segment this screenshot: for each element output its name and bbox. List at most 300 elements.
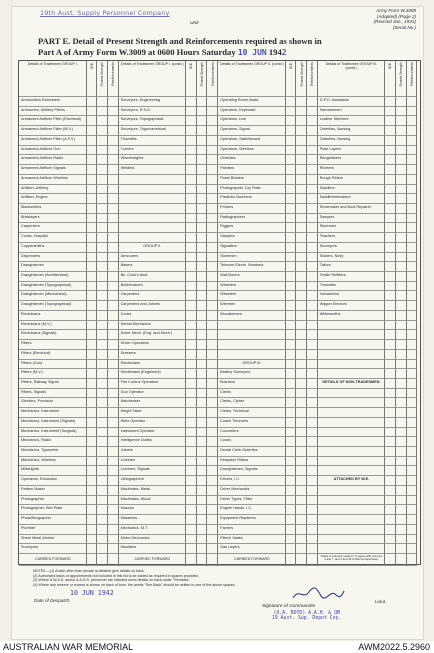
table-cell-number — [87, 466, 98, 476]
table-cell-number — [385, 330, 396, 340]
table-cell-number — [186, 340, 197, 350]
table-cell-number — [307, 175, 318, 185]
column-subheader-label: Posted Strength — [200, 62, 204, 87]
table-row-label: Hairdresser — [119, 398, 187, 408]
table-cell-number — [97, 515, 108, 525]
table-cell-number — [207, 350, 218, 360]
table-cell-number — [87, 389, 98, 399]
table-cell-number — [87, 360, 98, 370]
table-cell-number — [296, 282, 307, 292]
table-cell-number — [97, 126, 108, 136]
table-cell-number — [186, 398, 197, 408]
table-cell-number — [307, 253, 318, 263]
table-cell-number — [296, 175, 307, 185]
table-cell-number — [286, 535, 297, 545]
table-cell-number — [407, 116, 418, 126]
table-cell-number — [307, 204, 318, 214]
table-cell-number — [286, 418, 297, 428]
table-cell-number — [407, 291, 418, 301]
table-cell-number — [207, 282, 218, 292]
table-cell-number — [407, 418, 418, 428]
table-cell-number — [87, 330, 98, 340]
table-cell-number — [296, 379, 307, 389]
table-row-label: Masseurs — [119, 515, 187, 525]
table-row-label: Wheelers — [218, 291, 286, 301]
table-cell-number — [97, 272, 108, 282]
table-cell-number — [207, 155, 218, 165]
table-cell-number — [97, 301, 108, 311]
column-header-4: Details of Tradesmen GROUP III. (contd.) — [318, 61, 386, 97]
table-cell-number — [207, 165, 218, 175]
table-cell-number — [97, 398, 108, 408]
table-cell-number — [87, 505, 98, 515]
table-cell-number — [108, 466, 119, 476]
officer-name: (O.A. BOYD) A.A.H. & QM — [273, 611, 340, 616]
table-cell-number — [87, 515, 98, 525]
table-cell-number — [307, 272, 318, 282]
table-cell-number — [97, 369, 108, 379]
table-cell-number — [87, 185, 98, 195]
table-row-label: Predictor Numbers — [218, 194, 286, 204]
table-cell-number — [407, 389, 418, 399]
table-cell-number — [97, 360, 108, 370]
table-cell-number — [307, 340, 318, 350]
table-row-label — [318, 418, 386, 428]
table-row-label: Plate Layers — [318, 146, 386, 156]
table-row-label: Operators, Wireless — [218, 146, 286, 156]
table-row-label: Draughtsmen (Topographical) — [19, 301, 87, 311]
table-cell-number — [197, 340, 208, 350]
table-cell-number — [186, 233, 197, 243]
table-cell-number — [307, 301, 318, 311]
form-line: (Revised Jan., 1941) — [373, 19, 416, 25]
table-cell-number — [286, 116, 297, 126]
table-cell-number — [108, 146, 119, 156]
table-cell-number — [207, 369, 218, 379]
table-cell-number — [307, 457, 318, 467]
table-row-label: Surveyors, Trigonometrical — [119, 126, 187, 136]
table-row-label: Millwrights — [19, 466, 87, 476]
table-cell-number — [197, 214, 208, 224]
table-cell-number — [385, 311, 396, 321]
table-cell-number — [207, 253, 218, 263]
table-cell-number — [108, 155, 119, 165]
table-cell-number — [197, 291, 208, 301]
table-cell-number — [197, 437, 208, 447]
table-cell-number — [286, 301, 297, 311]
table-cell-number — [87, 535, 98, 545]
table-cell-number — [407, 428, 418, 438]
table-cell-number — [286, 126, 297, 136]
table-row-label — [318, 496, 386, 506]
table-row-label — [318, 369, 386, 379]
year-digit: 2 — [281, 47, 287, 57]
table-cell-number — [197, 204, 208, 214]
table-cell-number — [396, 311, 407, 321]
carried-forward-label: Totals of columns marked * to agree with columns 4 and 7, and 2 and 10 of Part A respectively. — [318, 554, 386, 566]
table-cell-number — [385, 185, 396, 195]
table-cell-number — [186, 116, 197, 126]
table-cell-number — [97, 379, 108, 389]
table-cell-number — [385, 408, 396, 418]
table-cell-number — [197, 272, 208, 282]
table-cell-number — [87, 262, 98, 272]
table-cell-number — [396, 214, 407, 224]
table-row-label: Armament Artificer Signals — [19, 165, 87, 175]
table-cell-number — [186, 175, 197, 185]
table-cell-number — [385, 476, 396, 486]
table-cell-number — [108, 525, 119, 535]
note-line: (3) Where A.W.A.S. and/or A.A.N.S. personnel are included show details on back under "Remarks." — [33, 578, 191, 583]
table-cell-number — [108, 262, 119, 272]
table-row-label: Woodturners — [218, 311, 286, 321]
table-row-label — [318, 408, 386, 418]
table-cell-number — [108, 544, 119, 554]
table-cell-number — [186, 350, 197, 360]
table-cell-number — [197, 175, 208, 185]
table-cell-number — [407, 146, 418, 156]
table-row-label: Equipment Repairers — [218, 515, 286, 525]
table-cell-number — [396, 360, 407, 370]
table-row-label — [318, 321, 386, 331]
table-cell-number — [87, 418, 98, 428]
table-row-label: Armourers — [119, 253, 187, 263]
table-cell-number — [286, 291, 297, 301]
table-cell-number — [97, 282, 108, 292]
table-row-label: Moulders — [119, 544, 187, 554]
table-cell-number — [108, 311, 119, 321]
table-row-label: Carpenters — [119, 291, 187, 301]
table-row-label — [119, 214, 187, 224]
table-cell-number — [307, 428, 318, 438]
table-cell-number — [97, 155, 108, 165]
table-row-label: Sawyers — [318, 214, 386, 224]
table-row-label: Dental Clerk Orderlies — [218, 447, 286, 457]
table-cell-number — [407, 165, 418, 175]
table-cell-number — [407, 340, 418, 350]
table-cell-number — [307, 165, 318, 175]
table-row-label: Wheelwrights — [119, 155, 187, 165]
table-cell-number — [396, 466, 407, 476]
table-cell-number — [385, 418, 396, 428]
table-row-label: Gun Operator — [119, 389, 187, 399]
table-cell-number — [207, 97, 218, 107]
table-row-label: Farriers — [218, 525, 286, 535]
table-cell-number — [307, 350, 318, 360]
table-cell-number — [407, 330, 418, 340]
table-cell-number — [307, 535, 318, 545]
table-row-label — [318, 457, 386, 467]
table-cell-number — [385, 360, 396, 370]
table-cell-number — [108, 408, 119, 418]
table-cell-number — [296, 214, 307, 224]
carried-forward-cell — [286, 554, 297, 566]
table-cell-number — [286, 350, 297, 360]
table-row-label: ATTACHED BY W.E. — [318, 476, 386, 486]
table-row-label — [119, 175, 187, 185]
table-cell-number — [197, 262, 208, 272]
table-cell-number — [385, 223, 396, 233]
table-cell-number — [407, 311, 418, 321]
table-cell-number — [307, 97, 318, 107]
table-cell-number — [207, 330, 218, 340]
table-cell-number — [307, 505, 318, 515]
table-cell-number — [207, 194, 218, 204]
table-cell-number — [407, 214, 418, 224]
table-cell-number — [296, 253, 307, 263]
signature-title: Lieut. — [375, 599, 387, 604]
table-cell-number — [396, 535, 407, 545]
table-cell-number — [286, 253, 297, 263]
table-cell-number — [186, 515, 197, 525]
table-cell-number — [286, 428, 297, 438]
table-cell-number — [286, 476, 297, 486]
table-cell-number — [197, 282, 208, 292]
table-row-label: Saddletreemakers — [318, 194, 386, 204]
column-header-3: Details of Tradesmen GROUP II. (contd.) — [218, 61, 286, 97]
table-cell-number — [385, 496, 396, 506]
table-row-label: Fitters, Signals — [19, 389, 87, 399]
table-cell-number — [296, 311, 307, 321]
table-cell-number — [385, 428, 396, 438]
table-cell-number — [97, 457, 108, 467]
table-cell-number — [108, 476, 119, 486]
table-cell-number — [385, 175, 396, 185]
table-row-label — [318, 544, 386, 554]
table-cell-number — [207, 175, 218, 185]
table-cell-number — [407, 408, 418, 418]
table-cell-number — [296, 428, 307, 438]
table-cell-number — [87, 194, 98, 204]
table-cell-number — [396, 496, 407, 506]
table-row-label: Coppersmiths — [19, 243, 87, 253]
officer-unit: 19 Aust. Sup. Depot Coy. — [272, 616, 342, 622]
table-cell-number — [286, 97, 297, 107]
table-cell-number — [87, 447, 98, 457]
signature-label: Signature of Commander — [262, 604, 316, 609]
table-row-label: Teachers — [318, 233, 386, 243]
table-cell-number — [286, 360, 297, 370]
table-cell-number — [407, 185, 418, 195]
table-cell-number — [108, 505, 119, 515]
table-cell-number — [296, 544, 307, 554]
table-cell-number — [286, 408, 297, 418]
table-cell-number — [186, 389, 197, 399]
table-cell-number — [385, 398, 396, 408]
table-cell-number — [197, 330, 208, 340]
column-header-2: Details of Tradesmen GROUP I. (contd.) — [119, 61, 187, 97]
table-row-label: DETAILS OF NON-TRADESMEN. — [318, 379, 386, 389]
table-cell-number — [407, 466, 418, 476]
carried-forward-cell — [396, 554, 407, 566]
table-cell-number — [87, 428, 98, 438]
table-cell-number — [286, 437, 297, 447]
note-line: (2) Authorized tasks or appointments not included in this list to be added as required in spaces provided. — [33, 573, 199, 578]
carried-forward-cell — [307, 554, 318, 566]
table-row-label: Tinsmiths — [119, 136, 187, 146]
table-cell-number — [286, 525, 297, 535]
form-line: (Adapted) (Page 2) — [376, 13, 416, 19]
table-cell-number — [307, 515, 318, 525]
table-cell-number — [396, 505, 407, 515]
column-header-1: Details of Tradesmen GROUP I. — [19, 61, 87, 97]
table-cell-number — [87, 321, 98, 331]
table-row-label — [318, 505, 386, 515]
table-cell-number — [97, 175, 108, 185]
table-cell-number — [407, 233, 418, 243]
table-row-label: Helio Operator — [119, 418, 187, 428]
table-cell-number — [87, 398, 98, 408]
table-cell-number — [296, 515, 307, 525]
table-cell-number — [87, 486, 98, 496]
table-row-label: Mechanics, Typewriter — [19, 447, 87, 457]
table-row-label: Surveyors — [318, 243, 386, 253]
table-cell-number — [186, 165, 197, 175]
table-row-label: Clerks, Technical — [218, 408, 286, 418]
table-cell-number — [286, 262, 297, 272]
table-row-label: Operators, Signal — [218, 126, 286, 136]
table-cell-number — [97, 418, 108, 428]
table-cell-number — [407, 262, 418, 272]
table-row-label: Carpenters and Joiners — [119, 301, 187, 311]
table-cell-number — [197, 389, 208, 399]
table-cell-number — [296, 116, 307, 126]
table-row-label — [318, 330, 386, 340]
table-cell-number — [407, 496, 418, 506]
table-cell-number — [385, 214, 396, 224]
year-prefix: 194 — [268, 46, 282, 57]
table-row-label: Lithographers — [119, 476, 187, 486]
table-cell-number — [286, 486, 297, 496]
table-cell-number — [307, 262, 318, 272]
table-row-label: Driver-Operators — [119, 340, 187, 350]
table-cell-number — [108, 243, 119, 253]
table-cell-number — [407, 525, 418, 535]
table-row-label — [318, 466, 386, 476]
table-cell-number — [186, 535, 197, 545]
table-row-label — [218, 330, 286, 340]
carried-forward-cell — [97, 554, 108, 566]
table-cell-number — [197, 535, 208, 545]
table-cell-number — [385, 486, 396, 496]
table-row-label: Fitters (Gun) — [19, 360, 87, 370]
table-cell-number — [207, 204, 218, 214]
table-cell-number — [186, 155, 197, 165]
table-cell-number — [207, 340, 218, 350]
table-row-label: Radiographers — [218, 214, 286, 224]
table-cell-number — [286, 505, 297, 515]
table-cell-number — [108, 107, 119, 117]
table-row-label: Telecom Electn. Numbers — [218, 262, 286, 272]
table-cell-number — [87, 525, 98, 535]
table-row-label: Cooks, Hospital — [19, 233, 87, 243]
table-cell-number — [307, 223, 318, 233]
table-row-label: Riggers — [218, 223, 286, 233]
table-cell-number — [296, 243, 307, 253]
table-cell-number — [396, 447, 407, 457]
table-cell-number — [108, 369, 119, 379]
table-row-label: Masons — [119, 505, 187, 515]
table-cell-number — [186, 466, 197, 476]
table-row-label — [318, 486, 386, 496]
table-cell-number — [87, 233, 98, 243]
table-cell-number — [197, 379, 208, 389]
column-subheader-label: W.E. — [288, 62, 293, 70]
table-cell-number — [385, 136, 396, 146]
table-cell-number — [108, 175, 119, 185]
table-cell-number — [307, 291, 318, 301]
table-cell-number — [407, 175, 418, 185]
table-row-label: Fitters' Mates — [218, 535, 286, 545]
table-row-label: Armament Artificer Fitter (M.V.) — [19, 126, 87, 136]
table-cell-number — [197, 155, 208, 165]
table-cell-number — [87, 408, 98, 418]
note-line: (4) Where any reserve or excess is shown on back of form, the words "See Back" should be written in one of the above spaces. — [33, 582, 236, 587]
table-cell-number — [108, 457, 119, 467]
table-cell-number — [396, 389, 407, 399]
table-cell-number — [197, 185, 208, 195]
table-cell-number — [286, 398, 297, 408]
table-cell-number — [197, 107, 208, 117]
dispatch-date-stamp: 10 JUN 1942 — [70, 589, 114, 597]
table-cell-number — [108, 233, 119, 243]
table-row-label: GROUP II. — [119, 243, 187, 253]
table-row-label: Orderlies — [218, 155, 286, 165]
table-cell-number — [286, 321, 297, 331]
table-cell-number — [197, 369, 208, 379]
table-row-label: Despatch Riders — [218, 457, 286, 467]
table-cell-number — [307, 437, 318, 447]
table-cell-number — [197, 398, 208, 408]
dispatch-label: Date of Despatch — [34, 598, 70, 603]
table-row-label: Mechanics, Instrument — [19, 408, 87, 418]
table-cell-number — [307, 476, 318, 486]
table-cell-number — [396, 437, 407, 447]
table-row-label: Bakers — [119, 262, 187, 272]
table-cell-number — [385, 389, 396, 399]
table-cell-number — [307, 243, 318, 253]
table-cell-number — [296, 204, 307, 214]
column-subheader — [97, 61, 108, 97]
table-cell-number — [385, 291, 396, 301]
table-cell-number — [385, 243, 396, 253]
table-row-label: Draughtsmen (Architectural) — [19, 272, 87, 282]
table-cell-number — [97, 243, 108, 253]
table-cell-number — [97, 437, 108, 447]
table-cell-number — [97, 476, 108, 486]
table-cell-number — [108, 194, 119, 204]
table-cell-number — [197, 457, 208, 467]
table-cell-number — [207, 233, 218, 243]
table-cell-number — [407, 476, 418, 486]
table-cell-number — [108, 340, 119, 350]
table-cell-number — [97, 204, 108, 214]
table-cell-number — [396, 330, 407, 340]
table-cell-number — [286, 389, 297, 399]
table-cell-number — [186, 97, 197, 107]
table-cell-number — [186, 301, 197, 311]
table-cell-number — [396, 408, 407, 418]
table-row-label: Sawyers — [218, 233, 286, 243]
table-cell-number — [207, 243, 218, 253]
table-cell-number — [186, 428, 197, 438]
table-cell-number — [286, 107, 297, 117]
table-cell-number — [396, 223, 407, 233]
carried-forward-label: CARRIED FORWARD — [119, 554, 187, 566]
table-cell-number — [307, 107, 318, 117]
table-cell-number — [186, 223, 197, 233]
table-row-label: Fire Control Operators — [119, 379, 187, 389]
